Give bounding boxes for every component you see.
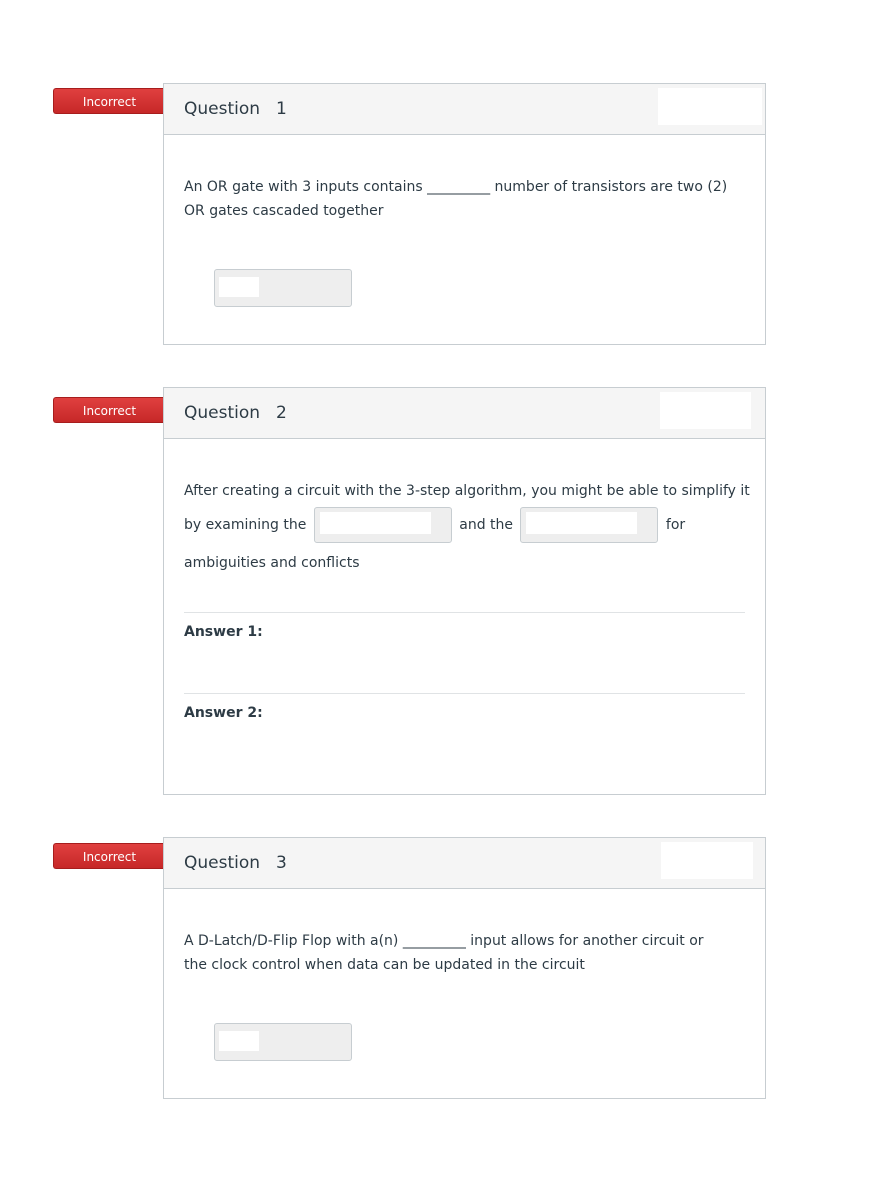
answer-field[interactable] (214, 269, 352, 307)
question-text-line: A D-Latch/D-Flip Flop with a(n) _________ input allows for another circuit or (184, 933, 704, 949)
answer-divider (184, 693, 745, 694)
question-label: Question (184, 403, 261, 423)
question-text-line (184, 507, 685, 543)
blank-dropdown-value (526, 512, 637, 534)
question-text-line: ambiguities and conflicts (184, 555, 360, 571)
question-2-card (163, 387, 766, 795)
blank-dropdown-1[interactable] (314, 507, 452, 543)
question-text-line: An OR gate with 3 inputs contains _________ number of transistors are two (2) (184, 179, 728, 195)
question-text-part: by examining the (184, 517, 307, 533)
question-text-line: OR gates cascaded together (184, 203, 384, 219)
question-header (164, 388, 765, 439)
question-label: Question (184, 99, 261, 119)
question-text-part: and the (459, 517, 514, 533)
question-points-box (661, 842, 753, 879)
question-number: 1 (276, 99, 287, 119)
question-text-line: the clock control when data can be updated in the circuit (184, 957, 585, 973)
blank-dropdown-value (320, 512, 431, 534)
question-title (184, 853, 287, 873)
answer-divider (184, 612, 745, 613)
incorrect-badge: Incorrect (53, 843, 165, 869)
incorrect-badge: Incorrect (53, 397, 165, 423)
question-points-box (658, 88, 762, 125)
answer-2-label: Answer 2: (184, 705, 263, 721)
blank-dropdown-2[interactable] (520, 507, 658, 543)
question-label: Question (184, 853, 261, 873)
question-text-part: for (665, 517, 686, 533)
question-header (164, 838, 765, 889)
question-3-card (163, 837, 766, 1099)
answer-field[interactable] (214, 1023, 352, 1061)
question-title (184, 403, 287, 423)
question-title (184, 99, 287, 119)
question-1-card (163, 83, 766, 345)
incorrect-badge: Incorrect (53, 88, 165, 114)
question-text-line: After creating a circuit with the 3-step algorithm, you might be able to simplify it (184, 483, 750, 499)
question-number: 3 (276, 853, 287, 873)
question-points-box (660, 392, 751, 429)
answer-1-label: Answer 1: (184, 624, 263, 640)
answer-field-value (219, 1031, 259, 1051)
question-header (164, 84, 765, 135)
question-number: 2 (276, 403, 287, 423)
answer-field-value (219, 277, 259, 297)
